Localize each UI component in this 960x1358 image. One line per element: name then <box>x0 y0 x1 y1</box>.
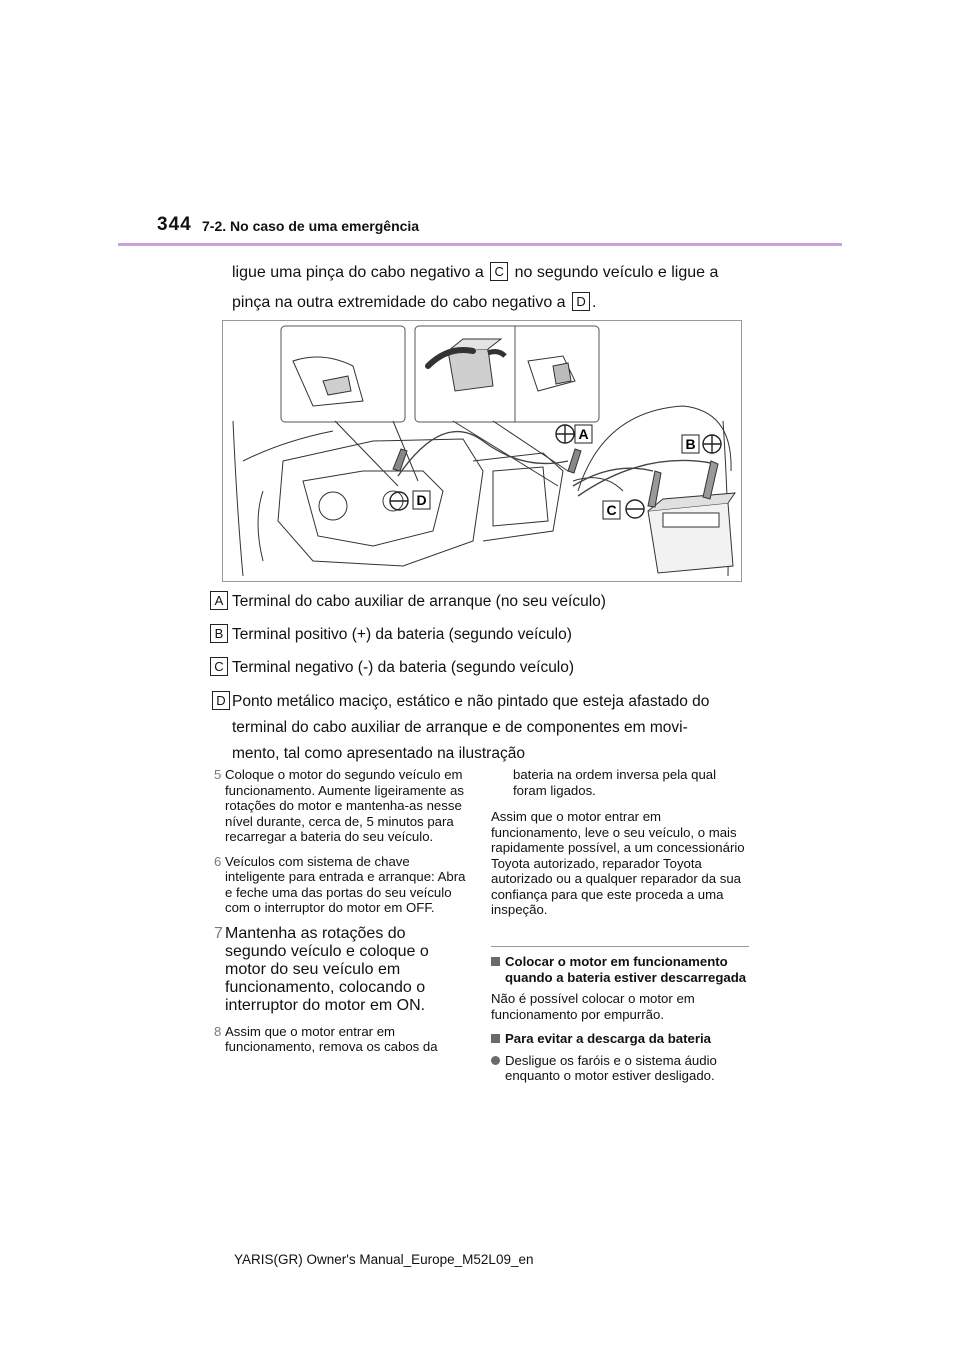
legend-text-c: Terminal negativo (-) da bateria (segundo veículo) <box>232 659 575 676</box>
step-8-text: Assim que o motor entrar em funcionamento, remova os cabos da <box>225 1023 438 1054</box>
paragraph-inspection: Assim que o motor entrar em funcionamento, leve o seu veículo, o mais rapidamente possível, a um concessionário Toyota autorizado, reparador Toyota autorizado ou a qualquer reparador da sua confiança para que este proceda a uma inspeção. <box>491 809 745 917</box>
legend-item-d <box>210 689 770 767</box>
label-d-inline: D <box>572 292 590 311</box>
legend-label-d: D <box>212 691 230 710</box>
step-6-text: Veículos com sistema de chave inteligente para entrada e arranque: Abra e feche uma das portas do seu veículo com o interruptor do motor em OFF. <box>225 853 466 915</box>
legend-text-d-line1: Ponto metálico maciço, estático e não pintado que esteja afastado do <box>232 693 710 710</box>
intro-line1-pre: ligue uma pinça do cabo negativo a <box>232 264 484 281</box>
step-8-number: 8 <box>214 1023 222 1039</box>
step-7-number: 7 <box>214 924 223 942</box>
step-6 <box>214 854 466 916</box>
callout-b: B <box>685 436 696 452</box>
square-bullet-icon <box>491 957 500 966</box>
intro-line2-pre: pinça na outra extremidade do cabo negativo a <box>232 294 566 311</box>
legend-label-c: C <box>210 657 228 676</box>
header-rule <box>118 243 842 246</box>
right-column-notes <box>491 954 749 1093</box>
round-bullet-icon <box>491 1056 500 1065</box>
callout-d: D <box>416 492 427 508</box>
legend-label-a: A <box>210 591 228 610</box>
step-6-number: 6 <box>214 853 222 869</box>
legend-item-c <box>210 655 770 681</box>
paragraph-push-start: Não é possível colocar o motor em funcionamento por empurrão. <box>491 991 695 1022</box>
footer-manual-id: YARIS(GR) Owner's Manual_Europe_M52L09_en <box>234 1252 534 1267</box>
intro-text <box>232 258 792 318</box>
step-5 <box>214 767 466 845</box>
legend-label-b: B <box>210 624 228 643</box>
legend-text-d-line3: mento, tal como apresentado na ilustração <box>232 745 525 762</box>
callout-a: A <box>578 426 589 442</box>
bullet-1-text: Desligue os faróis e o sistema áudio enquanto o motor estiver desligado. <box>505 1052 717 1083</box>
step-5-text: Coloque o motor do segundo veículo em funcionamento. Aumente ligeiramente as rotações do motor e mantenha-as nesse nível durante, cerca de, 5 minutos para recarregar a bateria do seu veículo. <box>225 767 464 844</box>
legend-item-a <box>210 589 770 615</box>
section-divider <box>491 946 749 947</box>
right-column <box>491 767 749 938</box>
heading-discharged-battery <box>491 954 749 985</box>
step-8-continued: bateria na ordem inversa pela qual foram ligados. <box>513 767 717 798</box>
heading-2-text: Para evitar a descarga da bateria <box>505 1031 711 1046</box>
label-c-inline: C <box>490 262 508 281</box>
callout-c: C <box>606 502 617 518</box>
heading-avoid-discharge <box>491 1031 749 1047</box>
legend-item-b <box>210 622 770 648</box>
section-title: 7-2. No caso de uma emergência <box>202 218 420 234</box>
legend-text-a: Terminal do cabo auxiliar de arranque (no seu veículo) <box>232 593 606 610</box>
step-7 <box>214 925 466 1015</box>
heading-1-text: Colocar o motor em funcionamento quando a bateria estiver descarregada <box>505 954 747 985</box>
intro-line1-post: no segundo veículo e ligue a <box>514 264 719 281</box>
bullet-headlights <box>491 1053 749 1084</box>
legend-text-d-line2: terminal do cabo auxiliar de arranque e de componentes em movi- <box>232 719 688 736</box>
jump-start-illustration <box>222 320 742 582</box>
page-number: 344 <box>157 214 192 235</box>
left-column <box>214 767 466 1064</box>
intro-line2-post: . <box>592 294 597 311</box>
square-bullet-icon <box>491 1034 500 1043</box>
engine-bay-drawing <box>223 321 741 581</box>
step-7-text: Mantenha as rotações do segundo veículo e coloque o motor do seu veículo em funcionamento, colocando o interruptor do motor em ON. <box>225 924 429 1014</box>
step-8 <box>214 1024 466 1055</box>
step-5-number: 5 <box>214 767 222 782</box>
legend-text-b: Terminal positivo (+) da bateria (segundo veículo) <box>232 626 572 643</box>
